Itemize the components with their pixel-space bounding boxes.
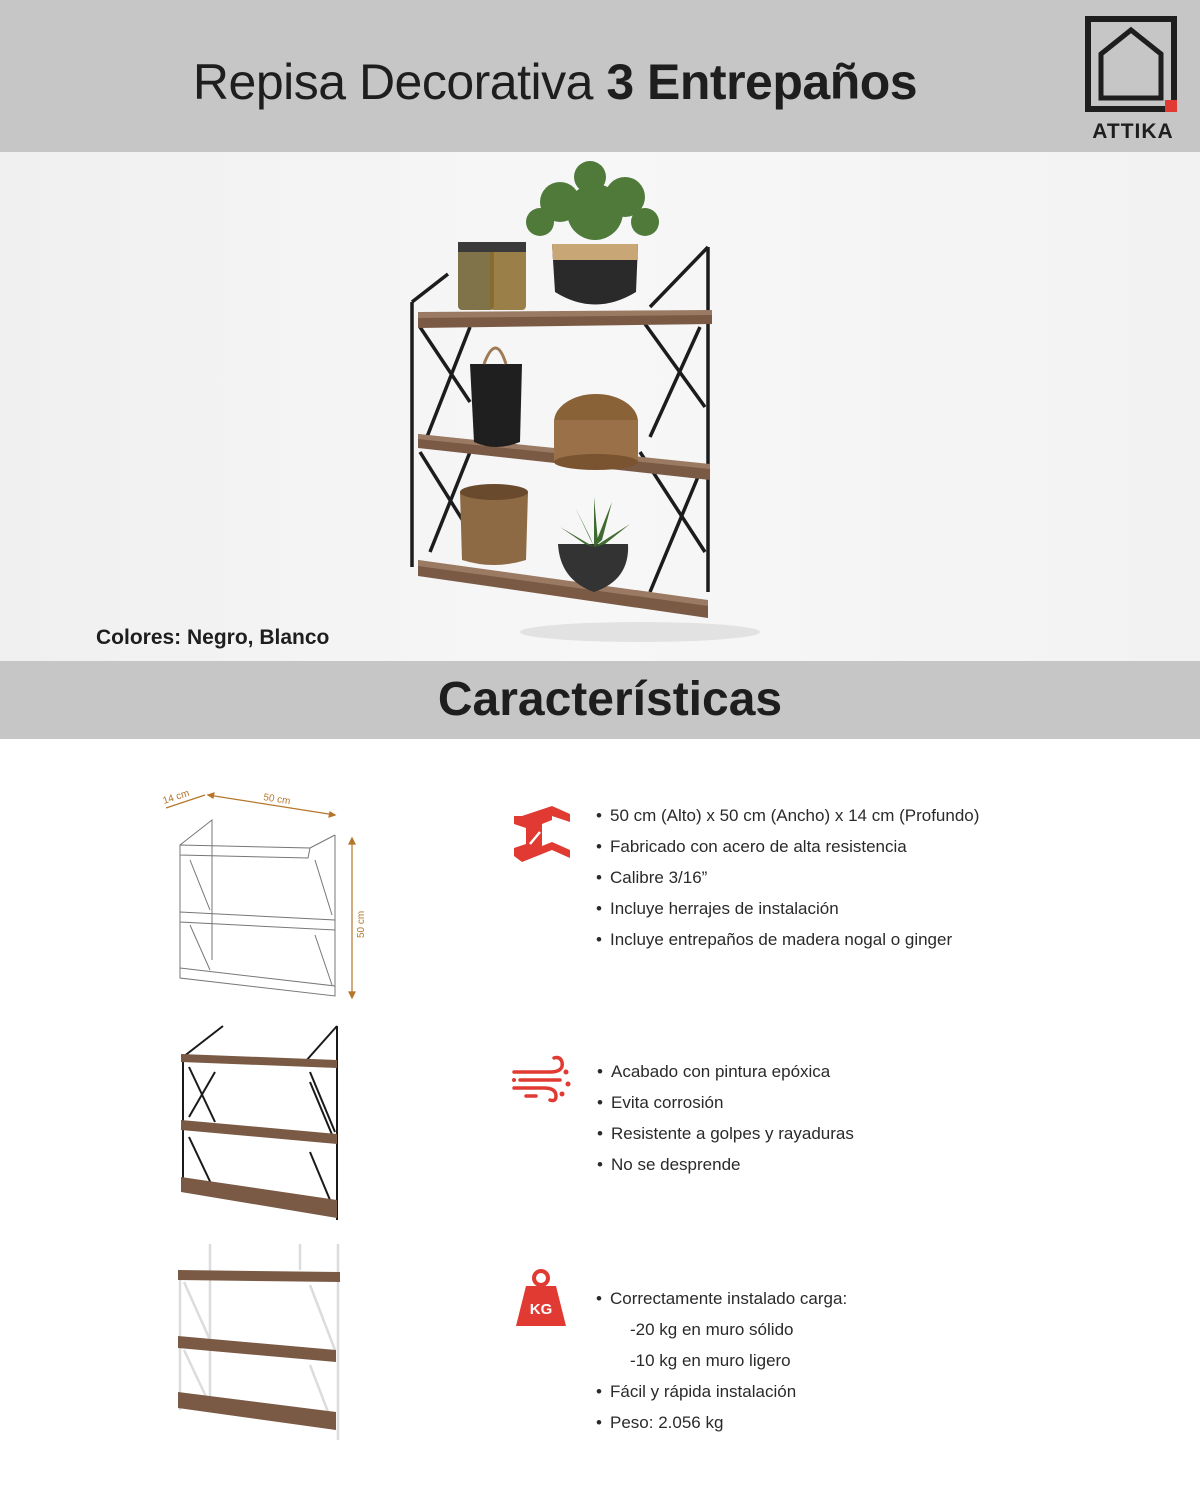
dimension-height-label: 50 cm [356,910,367,938]
house-logo-icon [1085,16,1181,120]
list-item: • Fabricado con acero de alta resistencia [596,837,907,856]
steel-beam-icon [512,806,572,862]
page-title [0,52,1110,112]
dimension-depth-label: 14 cm [161,787,191,807]
list-item: • Calibre 3/16” [596,868,708,887]
list-item: -10 kg en muro ligero [630,1351,791,1370]
brand-name: ATTIKA [1092,120,1174,143]
dimension-width-label: 50 cm [262,792,292,808]
list-item: • Peso: 2.056 kg [596,1413,724,1432]
list-item: • Incluye herrajes de instalación [596,899,839,918]
shelf-product-illustration [0,152,1200,661]
kg-weight-label: KG [529,1301,553,1318]
colors-label: Colores: Negro, Blanco [96,626,330,649]
list-item: • Correctamente instalado carga: [596,1289,848,1308]
wind-paint-icon [510,1054,572,1104]
list-item: • No se desprende [597,1155,741,1174]
kg-weight-icon [514,1268,568,1328]
feature-list-finish [597,1056,854,1180]
list-item: • Acabado con pintura epóxica [597,1062,831,1081]
list-item: • Incluye entrepaños de madera nogal o ginger [596,930,953,949]
list-item: • Evita corrosión [597,1093,724,1112]
feature-list-dimensions [596,800,979,955]
list-item: • 50 cm (Alto) x 50 cm (Ancho) x 14 cm (Profundo) [596,806,980,825]
page-title-light: Repisa Decorativa [192,54,593,110]
hero-product-image [0,152,1200,661]
dimension-drawing [150,780,380,1010]
black-shelf-image [175,1022,345,1227]
section-title: Características [437,673,783,726]
page-title-bold: 3 Entrepaños [606,54,918,110]
feature-list-load [596,1283,847,1438]
list-item: -20 kg en muro sólido [630,1320,794,1339]
white-shelf-image [170,1240,345,1450]
brand-logo [1085,16,1181,146]
list-item: • Fácil y rápida instalación [596,1382,797,1401]
list-item: • Resistente a golpes y rayaduras [597,1124,854,1143]
